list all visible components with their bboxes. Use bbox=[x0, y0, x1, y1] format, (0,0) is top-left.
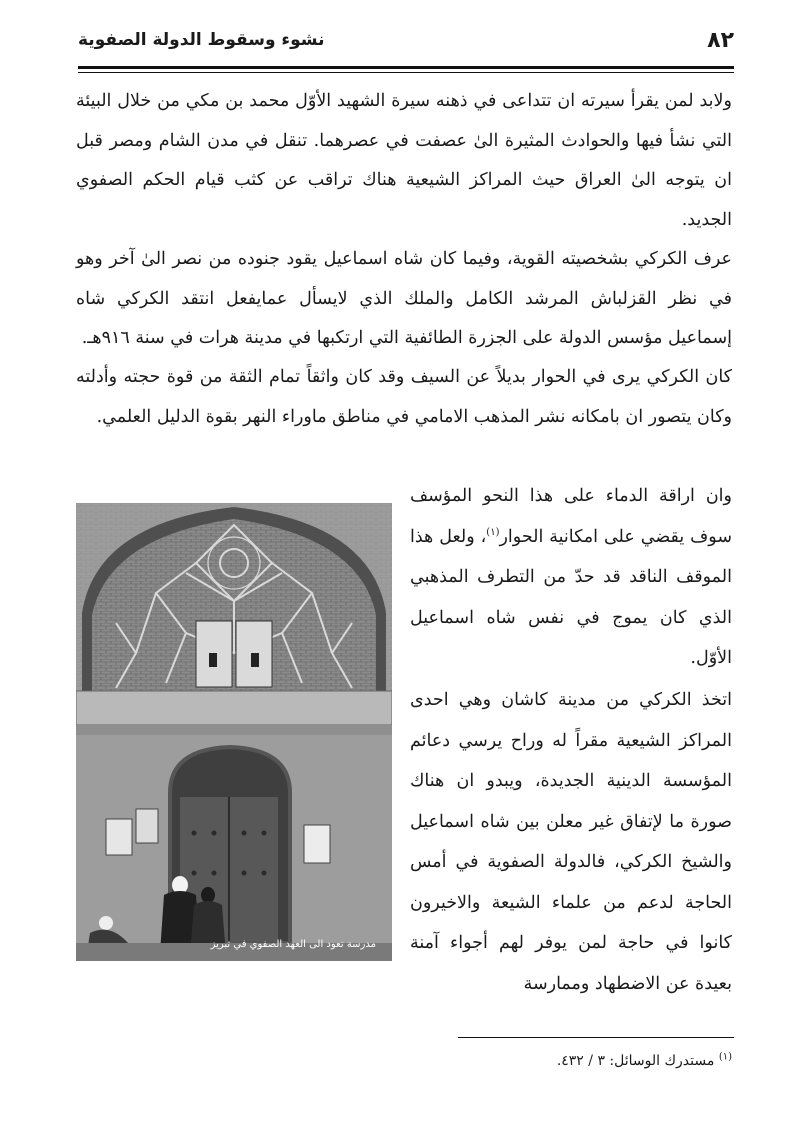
footnote-reference: (١) bbox=[486, 526, 500, 538]
paragraph-4-text-a: وان اراقة الدماء على هذا النحو المؤسف سوف يقضي على امكانية الحوار bbox=[410, 486, 733, 547]
running-title: نشوء وسقوط الدولة الصفوية bbox=[78, 30, 325, 50]
photo-caption: مدرسة تعود الى العهد الصفوي في تبريز bbox=[210, 939, 376, 950]
header-thin-rule bbox=[78, 72, 734, 73]
header-thick-rule bbox=[78, 66, 734, 69]
footnote-rule bbox=[458, 1037, 734, 1038]
paragraph-3: كان الكركي يرى في الحوار بديلاً عن السيف وقد كان واثقاً تمام الثقة من قوة حجته وأدلته وكان يتصور ان بامكانه نشر المذهب الامامي في مناطق ماوراء النهر بقوة الدليل العلمي. bbox=[76, 367, 732, 427]
paragraph-4 bbox=[410, 476, 732, 679]
paragraph-5: اتخذ الكركي من مدينة كاشان وهي احدى المراكز الشيعية مقراً له وراح يرسي دعائم المؤسسة الدينية الجديدة، ويبدو ان هناك صورة ما لإتفاق غير معلن بين شاه اسماعيل والشيخ الكركي، فالدولة الصفوية في أمس الحاجة لدعم من علماء الشيعة والاخيرون كانوا في حاجة لمن يوفر لهم أجواء آمنة بعيدة عن الاضطهاد وممارسة bbox=[410, 690, 732, 994]
madrasa-photo bbox=[76, 503, 392, 961]
paragraph-1: ولابد لمن يقرأ سيرته ان تتداعى في ذهنه سيرة الشهيد الأوّل محمد بن مكي من خلال البيئة التي نشأ فيها والحوادث المثيرة الىٰ عصفت في عصرهما. تنقل في مدن الشام ومصر قبل ان يتوجه الىٰ العراق حيث المراكز الشيعية هناك تراقب عن كثب قيام الحكم الصفوي الجديد. bbox=[76, 91, 732, 230]
footnote-marker: (١) bbox=[718, 1051, 732, 1063]
page-header bbox=[78, 24, 734, 64]
footnote bbox=[557, 1053, 732, 1069]
paragraph-4-text-b: ، ولعل هذا الموقف الناقد قد حدّ من التطرف المذهبي الذي كان يموج في نفس شاه اسماعيل الأوّل. bbox=[410, 526, 732, 668]
paragraph-2: عرف الكركي بشخصيته القوية، وفيما كان شاه اسماعيل يقود جنوده من نصر الىٰ آخر وهو في نظر القزلباش المرشد الكامل والملك الذي لايسأل عمايفعل انتقد الكركي شاه إسماعيل مؤسس الدولة على الجزرة الطائفية التي ارتكبها في مدينة هرات في سنة ٩١٦هـ. bbox=[76, 249, 732, 348]
page-number: ٨٢ bbox=[707, 28, 734, 53]
footnote-text: مستدرك الوسائل: ٣ / ٤٣٢. bbox=[556, 1053, 715, 1069]
